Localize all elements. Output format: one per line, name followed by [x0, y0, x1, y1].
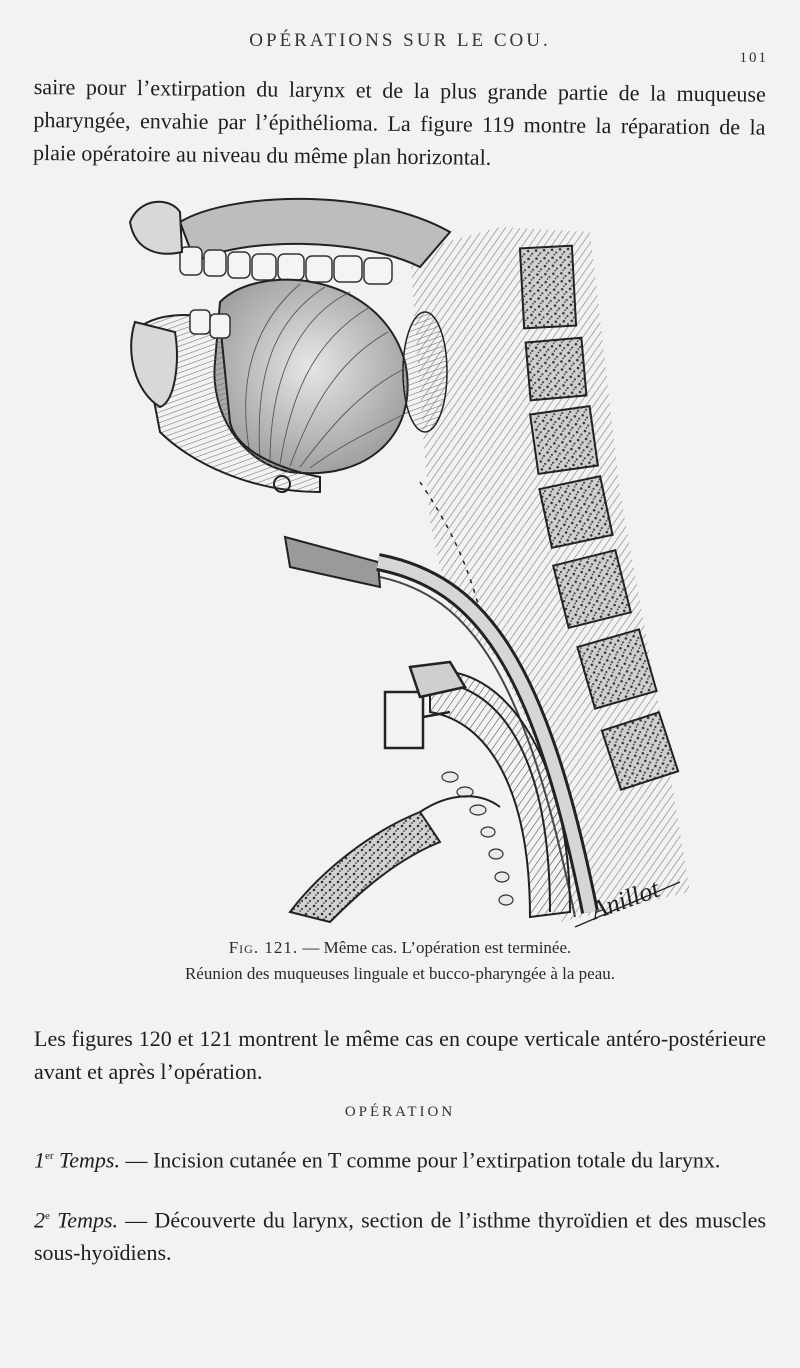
step-1-text: — Incision cutanée en T comme pour l’extirpation totale du larynx. — [119, 1147, 721, 1173]
step-1-number: 1 — [34, 1147, 45, 1173]
upper-lip — [130, 202, 182, 254]
sternum — [290, 812, 440, 922]
anatomical-illustration — [120, 192, 700, 932]
pharyngeal-tissue — [403, 312, 447, 432]
step-1-suffix: er — [45, 1150, 54, 1162]
caption-label: Fig. 121. — [228, 938, 299, 957]
artist-signature: Anillot — [586, 873, 664, 926]
step-2-suffix: e — [45, 1210, 50, 1222]
paragraph-mid: Les figures 120 et 121 montrent le même cas en coupe verticale antéro-postérieure avant et après l’opération. — [34, 1026, 766, 1084]
upper-teeth — [180, 247, 392, 284]
lower-lip — [131, 322, 177, 407]
step-1-label: Temps. — [59, 1147, 120, 1173]
step-2-number: 2 — [34, 1207, 45, 1233]
step-2-text: — Découverte du larynx, section de l’isthme thyroïdien et des muscles sous-hyoïdiens. — [34, 1207, 766, 1266]
section-title: OPÉRATION — [344, 1104, 456, 1120]
caption-line-1: — Même cas. L’opération est terminée. — [302, 938, 572, 957]
step-2-label: Temps. — [57, 1207, 119, 1233]
page-number: 101 — [739, 50, 768, 66]
figure-caption — [0, 935, 800, 987]
running-title: OPÉRATIONS SUR LE COU. — [249, 30, 551, 51]
step-1 — [34, 1140, 766, 1176]
step-2 — [34, 1200, 766, 1269]
paragraph-top: saire pour l’extirpation du larynx et de la plus grande partie de la muqueuse pharyngée, envahie par l’épithélioma. La figure 119 montre la réparation de la plaie opératoire au niveau du même plan horizontal. — [33, 73, 766, 170]
caption-line-2: Réunion des muqueuses linguale et bucco-pharyngée à la peau. — [184, 964, 616, 983]
lower-teeth — [190, 310, 230, 338]
